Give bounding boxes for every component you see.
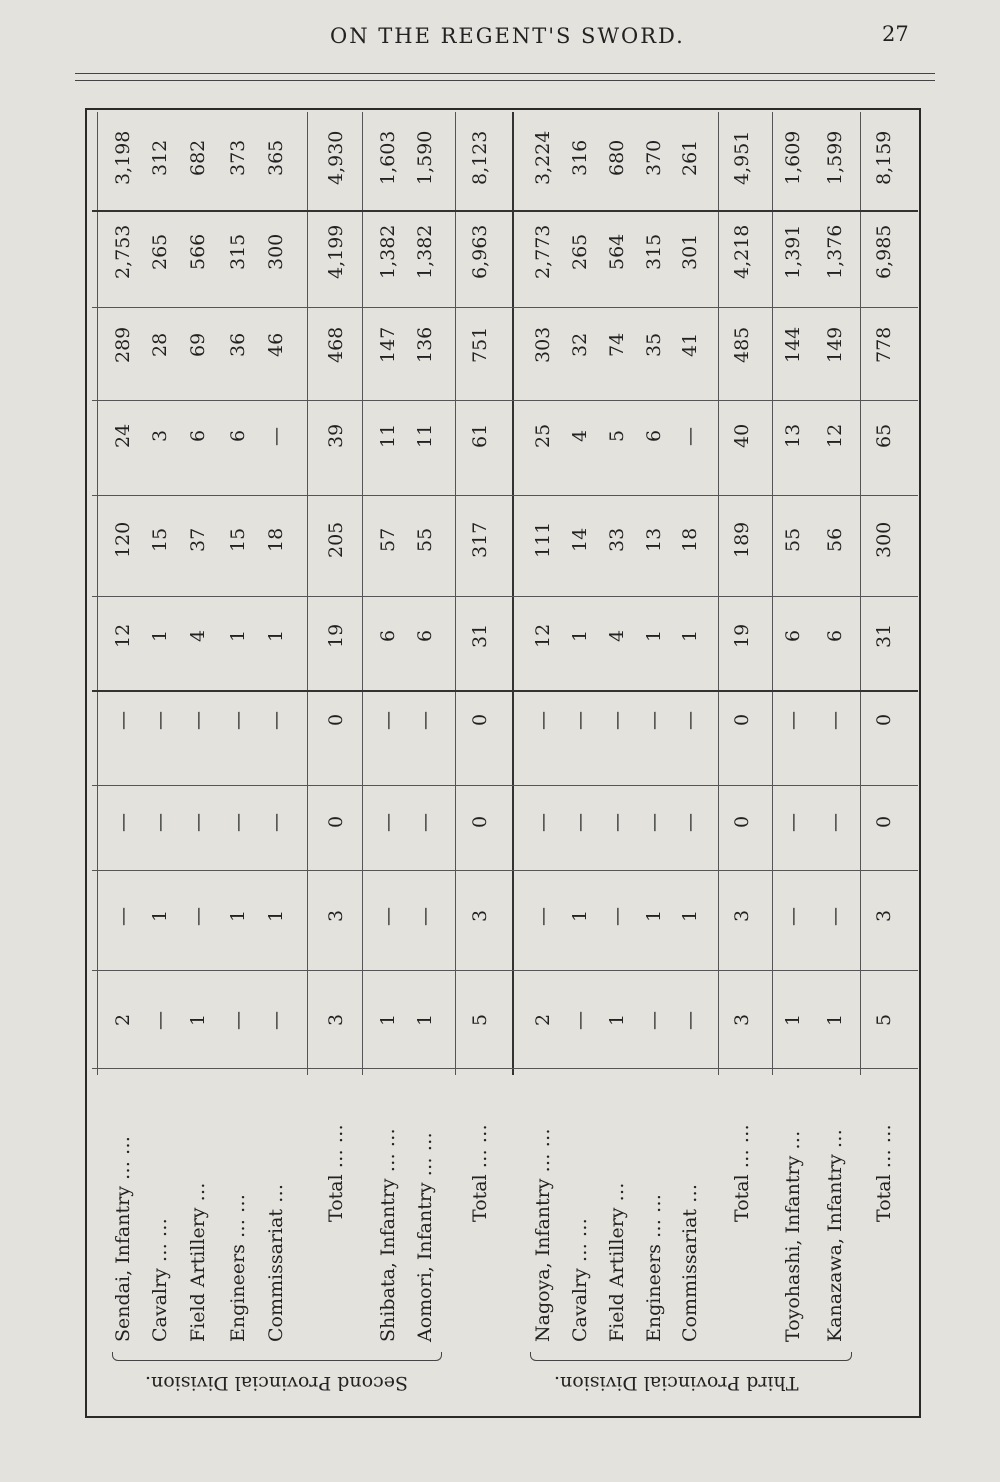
table-cell: — (679, 710, 701, 730)
row-label: Field Artillery … (606, 1182, 628, 1342)
table-cell: 1,382 (414, 224, 436, 279)
table-cell: 1 (643, 629, 665, 642)
table-cell: — (414, 906, 436, 926)
row-label: Total … … (873, 1124, 895, 1222)
table-cell: 5 (469, 1013, 491, 1026)
column-divider (92, 970, 918, 971)
table-cell: 1,391 (782, 224, 804, 279)
table-cell: 1 (679, 629, 701, 642)
group-brace (530, 1352, 852, 1361)
table-cell: — (377, 812, 399, 832)
table-cell: 1,599 (824, 130, 846, 185)
table-cell: 317 (469, 521, 491, 558)
table-cell: 6 (824, 629, 846, 642)
table-cell: 680 (606, 139, 628, 176)
table-cell: 69 (187, 332, 209, 357)
table-cell: 57 (377, 527, 399, 552)
table-cell: 1 (187, 1013, 209, 1026)
table-cell: 147 (377, 326, 399, 363)
table-cell: 13 (782, 423, 804, 448)
row-label: Commissariat … (679, 1183, 701, 1342)
row-label: Nagoya, Infantry … … (532, 1128, 554, 1342)
table-cell: 303 (532, 326, 554, 363)
table-cell: 4,218 (731, 224, 753, 279)
table-cell: 15 (227, 527, 249, 552)
table-cell: 189 (731, 521, 753, 558)
table-cell: 61 (469, 423, 491, 448)
row-label: Total … … (325, 1124, 347, 1222)
table-cell: 6 (377, 629, 399, 642)
table-cell: — (782, 710, 804, 730)
column-divider (92, 690, 918, 692)
column-divider (92, 210, 918, 212)
row-label: Kanazawa, Infantry … (824, 1129, 846, 1342)
table-cell: — (149, 1010, 171, 1030)
table-cell: 261 (679, 139, 701, 176)
table-cell: 8,123 (469, 130, 491, 185)
table-cell: 1 (227, 909, 249, 922)
row-divider (860, 112, 861, 1075)
table-cell: 55 (414, 527, 436, 552)
table-cell: 149 (824, 326, 846, 363)
table-cell: 65 (873, 423, 895, 448)
table-cell: 3 (469, 909, 491, 922)
row-label: Toyohashi, Infantry … (782, 1130, 804, 1342)
table-cell: — (149, 812, 171, 832)
table-cell: 15 (149, 527, 171, 552)
column-divider (92, 785, 918, 786)
table-cell: 1,603 (377, 130, 399, 185)
row-label: Total … … (469, 1124, 491, 1222)
row-label: Engineers … … (227, 1194, 249, 1342)
table-cell: — (265, 1010, 287, 1030)
table-cell: 5 (606, 429, 628, 442)
header-rule (75, 73, 935, 74)
table-cell: — (824, 812, 846, 832)
row-label: Engineers … … (643, 1194, 665, 1342)
table-cell: — (532, 906, 554, 926)
table-cell: 365 (265, 139, 287, 176)
table-cell: 40 (731, 423, 753, 448)
table-cell: — (643, 710, 665, 730)
division-name: Third Provincial Division. (554, 1372, 799, 1394)
row-divider (772, 112, 773, 1075)
table-cell: 144 (782, 326, 804, 363)
table-cell: 1 (149, 909, 171, 922)
table-cell: — (112, 710, 134, 730)
table-cell: — (265, 710, 287, 730)
table-cell: — (824, 906, 846, 926)
table-cell: 19 (325, 623, 347, 648)
table-cell: 205 (325, 521, 347, 558)
row-label: Total … … (731, 1124, 753, 1222)
table-cell: 12 (112, 623, 134, 648)
table-cell: 25 (532, 423, 554, 448)
table-cell: 289 (112, 326, 134, 363)
table-cell: 6 (782, 629, 804, 642)
table-cell: 778 (873, 326, 895, 363)
table-cell: 41 (679, 332, 701, 357)
table-cell: 12 (532, 623, 554, 648)
table-cell: 1 (679, 909, 701, 922)
table-cell: — (187, 812, 209, 832)
table-cell: 136 (414, 326, 436, 363)
table-cell: 1,376 (824, 224, 846, 279)
table-cell: 32 (569, 332, 591, 357)
table-cell: 316 (569, 139, 591, 176)
table-cell: 19 (731, 623, 753, 648)
table-cell: — (227, 812, 249, 832)
row-divider (455, 112, 456, 1075)
table-cell: 0 (873, 713, 895, 726)
row-label: Sendai, Infantry … … (112, 1135, 134, 1342)
table-cell: 315 (227, 233, 249, 270)
table-cell: 3,198 (112, 130, 134, 185)
table-cell: 1 (377, 1013, 399, 1026)
table-cell: 3 (731, 909, 753, 922)
table-cell: 1 (606, 1013, 628, 1026)
table-cell: — (532, 710, 554, 730)
table-cell: — (187, 710, 209, 730)
table-cell: 6,985 (873, 224, 895, 279)
table-cell: 12 (824, 423, 846, 448)
table-cell: — (606, 710, 628, 730)
table-cell: 37 (187, 527, 209, 552)
table-cell: 6 (187, 429, 209, 442)
row-label: Commissariat … (265, 1183, 287, 1342)
page-header (0, 22, 1000, 62)
table-cell: — (606, 812, 628, 832)
table-cell: 28 (149, 332, 171, 357)
table-cell: 39 (325, 423, 347, 448)
table-cell: — (227, 1010, 249, 1030)
table-cell: 3 (325, 1013, 347, 1026)
table-cell: 14 (569, 527, 591, 552)
table-cell: 315 (643, 233, 665, 270)
table-cell: 4,930 (325, 130, 347, 185)
table-cell: 2 (112, 1013, 134, 1026)
table-cell: 6 (227, 429, 249, 442)
table-cell: — (569, 812, 591, 832)
table-cell: 31 (873, 623, 895, 648)
table-cell: 300 (265, 233, 287, 270)
table-cell: 2,753 (112, 224, 134, 279)
table-cell: 312 (149, 139, 171, 176)
table-cell: 35 (643, 332, 665, 357)
table-cell: — (149, 710, 171, 730)
table-cell: 111 (532, 521, 554, 558)
table-cell: 33 (606, 527, 628, 552)
table-cell: 0 (731, 713, 753, 726)
table-cell: 24 (112, 423, 134, 448)
table-cell: 1,382 (377, 224, 399, 279)
row-label: Cavalry … … (569, 1218, 591, 1342)
table-cell: 2 (532, 1013, 554, 1026)
table-cell: 4,199 (325, 224, 347, 279)
table-cell: 373 (227, 139, 249, 176)
row-label: Shibata, Infantry … … (377, 1128, 399, 1342)
table-cell: — (643, 812, 665, 832)
row-label: Field Artillery … (187, 1182, 209, 1342)
table-cell: 3,224 (532, 130, 554, 185)
table-cell: 0 (873, 815, 895, 828)
table-cell: 682 (187, 139, 209, 176)
table-cell: — (569, 710, 591, 730)
table-cell: — (377, 710, 399, 730)
table-cell: 1 (643, 909, 665, 922)
table-cell: 8,159 (873, 130, 895, 185)
table-cell: — (782, 812, 804, 832)
table-cell: 0 (469, 815, 491, 828)
table-cell: 4,951 (731, 130, 753, 185)
table-cell: 1 (149, 629, 171, 642)
table-cell: 265 (569, 233, 591, 270)
table-cell: — (112, 812, 134, 832)
table-cell: 1 (782, 1013, 804, 1026)
table-cell: 46 (265, 332, 287, 357)
table-cell: 300 (873, 521, 895, 558)
table-cell: 0 (325, 713, 347, 726)
table-cell: 468 (325, 326, 347, 363)
table-cell: 1,609 (782, 130, 804, 185)
table-cell: 13 (643, 527, 665, 552)
table-cell: 1 (414, 1013, 436, 1026)
column-divider (92, 1068, 918, 1069)
column-divider (92, 596, 918, 597)
table-cell: 1 (265, 909, 287, 922)
table-cell: — (679, 1010, 701, 1030)
table-cell: — (782, 906, 804, 926)
table-cell: — (414, 710, 436, 730)
table-cell: — (227, 710, 249, 730)
row-label: Cavalry … … (149, 1218, 171, 1342)
table-cell: 1 (227, 629, 249, 642)
column-divider (92, 307, 918, 308)
table-cell: 3 (873, 909, 895, 922)
table-cell: 265 (149, 233, 171, 270)
table-cell: — (265, 812, 287, 832)
row-divider (362, 112, 363, 1075)
table-cell: — (679, 426, 701, 446)
table-cell: — (606, 906, 628, 926)
table-cell: — (679, 812, 701, 832)
table-cell: 0 (731, 815, 753, 828)
header-rule (75, 80, 935, 81)
table-cell: 74 (606, 332, 628, 357)
table-cell: 0 (469, 713, 491, 726)
table-cell: 1 (824, 1013, 846, 1026)
table-cell: 18 (265, 527, 287, 552)
table-cell: 485 (731, 326, 753, 363)
table-cell: 55 (782, 527, 804, 552)
row-divider (97, 112, 98, 1075)
division-divider (512, 112, 514, 1075)
table-cell: 301 (679, 233, 701, 270)
table-cell: 11 (377, 423, 399, 448)
table-cell: 11 (414, 423, 436, 448)
table-cell: 0 (325, 815, 347, 828)
table-cell: — (643, 1010, 665, 1030)
table-cell: 18 (679, 527, 701, 552)
table-cell: 1 (569, 909, 591, 922)
table-cell: 36 (227, 332, 249, 357)
table-cell: 1 (265, 629, 287, 642)
table-cell: — (569, 1010, 591, 1030)
table-cell: 3 (325, 909, 347, 922)
table-cell: — (265, 426, 287, 446)
table-cell: — (187, 906, 209, 926)
column-divider (92, 870, 918, 871)
table-cell: 370 (643, 139, 665, 176)
row-divider (307, 112, 308, 1075)
table-cell: 3 (731, 1013, 753, 1026)
table-cell: 4 (569, 429, 591, 442)
table-cell: — (112, 906, 134, 926)
table-cell: 6,963 (469, 224, 491, 279)
table-cell: 751 (469, 326, 491, 363)
column-divider (92, 400, 918, 401)
table-cell: 566 (187, 233, 209, 270)
table-cell: 6 (643, 429, 665, 442)
running-title: ON THE REGENT'S SWORD. (330, 24, 685, 48)
table-cell: — (824, 710, 846, 730)
table-cell: 2,773 (532, 224, 554, 279)
group-brace (112, 1352, 442, 1361)
row-divider (718, 112, 719, 1075)
table-cell: 4 (606, 629, 628, 642)
table-cell: — (532, 812, 554, 832)
table-cell: 3 (149, 429, 171, 442)
table-cell: 120 (112, 521, 134, 558)
column-divider (92, 495, 918, 496)
table-cell: 5 (873, 1013, 895, 1026)
table-cell: 4 (187, 629, 209, 642)
page-number: 27 (882, 22, 909, 46)
table-cell: 1 (569, 629, 591, 642)
table-cell: 6 (414, 629, 436, 642)
table-cell: 1,590 (414, 130, 436, 185)
table-cell: 564 (606, 233, 628, 270)
table-cell: — (414, 812, 436, 832)
row-label: Aomori, Infantry … … (414, 1132, 436, 1342)
table-cell: — (377, 906, 399, 926)
table-cell: 31 (469, 623, 491, 648)
table-cell: 56 (824, 527, 846, 552)
division-name: Second Provincial Division. (144, 1372, 408, 1394)
